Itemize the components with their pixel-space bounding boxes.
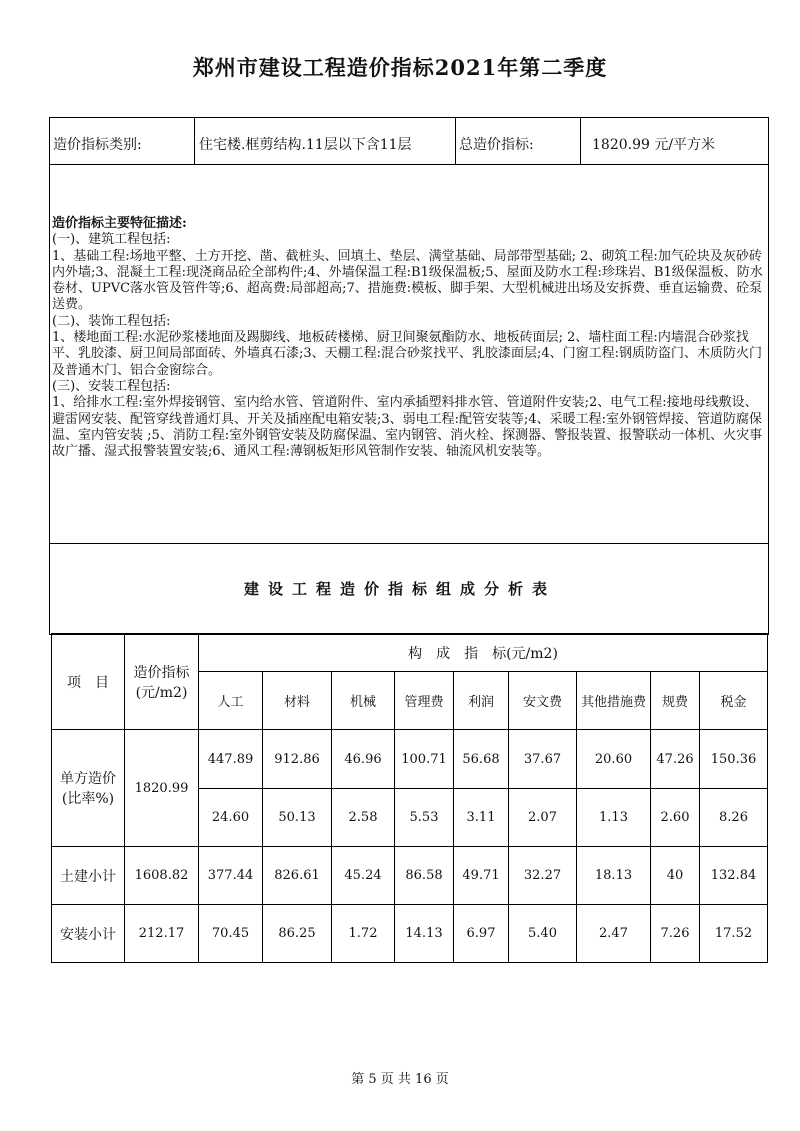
table-cell: 56.68	[454, 730, 509, 789]
table-cell: 37.67	[509, 730, 577, 789]
table-cell: 86.58	[395, 847, 454, 905]
table-cell: 150.36	[700, 730, 768, 789]
col-group-header: 构 成 指 标(元/m2)	[199, 634, 768, 672]
table-cell: 5.40	[509, 905, 577, 963]
table-cell: 17.52	[700, 905, 768, 963]
component-header: 利润	[454, 672, 509, 730]
table-cell: 24.60	[199, 789, 263, 847]
table-cell: 49.71	[454, 847, 509, 905]
component-header: 安文费	[509, 672, 577, 730]
table-cell: 45.24	[332, 847, 395, 905]
component-header: 税金	[700, 672, 768, 730]
table-cell: 2.47	[577, 905, 651, 963]
description-line: (三)、安装工程包括:	[52, 378, 171, 394]
total-label: 总造价指标:	[459, 137, 534, 153]
table-cell: 1.13	[577, 789, 651, 847]
table-cell: 18.13	[577, 847, 651, 905]
description-line: (一)、建筑工程包括:	[52, 232, 171, 248]
description-heading: 造价指标主要特征描述:	[52, 216, 187, 231]
row-label: 安装小计	[52, 905, 125, 963]
col-index-header: 造价指标(元/m2)	[125, 634, 199, 730]
table-subtitle: 建设工程造价指标组成分析表	[243, 580, 556, 598]
table-cell: 826.61	[263, 847, 332, 905]
table-cell: 2.07	[509, 789, 577, 847]
table-cell: 8.26	[700, 789, 768, 847]
table-cell: 3.11	[454, 789, 509, 847]
col-item-header: 项 目	[52, 634, 125, 730]
component-header: 规费	[651, 672, 700, 730]
component-header: 其他措施费	[577, 672, 651, 730]
table-cell: 2.60	[651, 789, 700, 847]
category-value: 住宅楼.框剪结构.11层以下含11层	[199, 137, 412, 153]
header-row	[49, 117, 769, 165]
component-header: 材料	[263, 672, 332, 730]
table-cell: 70.45	[199, 905, 263, 963]
table-cell: 50.13	[263, 789, 332, 847]
table-cell: 100.71	[395, 730, 454, 789]
table-cell: 47.26	[651, 730, 700, 789]
table-cell: 912.86	[263, 730, 332, 789]
row-label: 单方造价(比率%)	[52, 730, 125, 847]
component-header: 管理费	[395, 672, 454, 730]
table-cell: 2.58	[332, 789, 395, 847]
table-cell: 6.97	[454, 905, 509, 963]
category-label: 造价指标类别:	[53, 137, 142, 153]
total-value: 1820.99 元/平方米	[592, 137, 716, 153]
component-header: 机械	[332, 672, 395, 730]
table-cell: 377.44	[199, 847, 263, 905]
table-cell: 32.27	[509, 847, 577, 905]
row-index: 1608.82	[125, 847, 199, 905]
row-index: 212.17	[125, 905, 199, 963]
table-cell: 40	[651, 847, 700, 905]
analysis-table	[51, 633, 768, 963]
table-cell: 46.96	[332, 730, 395, 789]
description-line: 1、给排水工程:室外焊接钢管、室内给水管、管道附件、室内承插塑料排水管、管道附件安装;2、电气工程:接地母线敷设、避雷网安装、配管穿线普通灯具、开关及插座配电箱安装;3、弱电工程:配管安装等;4、采暖工程:室外钢管焊接、管道防腐保温、室内管安装 ;5、消防工程:室外钢管安装及防腐保温、室内钢管、消火栓、探测器、警报装置、报警联动一体机、火灾事故广播、湿式报警装置安装;6、通风工程:薄钢板矩形风管制作安装、轴流风机安装等。	[52, 395, 763, 460]
document-title: 郑州市建设工程造价指标2021年第二季度	[192, 55, 608, 80]
table-cell: 7.26	[651, 905, 700, 963]
table-cell: 86.25	[263, 905, 332, 963]
table-cell: 132.84	[700, 847, 768, 905]
table-cell: 5.53	[395, 789, 454, 847]
component-header: 人工	[199, 672, 263, 730]
row-index: 1820.99	[125, 730, 199, 847]
table-cell: 20.60	[577, 730, 651, 789]
description	[52, 216, 768, 460]
table-cell: 14.13	[395, 905, 454, 963]
page-footer: 第 5 页 共 16 页	[351, 1072, 449, 1087]
description-line: 1、楼地面工程:水泥砂浆楼地面及踢脚线、地板砖楼梯、厨卫间聚氨酯防水、地板砖面层; 2、墙柱面工程:内墙混合砂浆找平、乳胶漆、厨卫间局部面砖、外墙真石漆;3、天棚工程:混合砂浆找平、乳胶漆面层;4、门窗工程:钢质防盗门、木质防火门及普通木门、铝合金窗综合。	[52, 330, 763, 378]
table-cell: 447.89	[199, 730, 263, 789]
description-line: (二)、装饰工程包括:	[52, 313, 171, 329]
table-cell: 1.72	[332, 905, 395, 963]
description-line: 1、基础工程:场地平整、土方开挖、凿、截桩头、回填土、垫层、满堂基础、局部带型基础; 2、砌筑工程:加气砼块及灰砂砖内外墙;3、混凝土工程:现浇商品砼全部构件;4、外墙保温工程:B1级保温板;5、屋面及防水工程:珍珠岩、B1级保温板、防水卷材、UPVC落水管及管件等;6、超高费:局部超高;7、措施费:模板、脚手架、大型机械进出场及安拆费、垂直运输费、砼泵送费。	[52, 248, 763, 313]
row-label: 土建小计	[52, 847, 125, 905]
